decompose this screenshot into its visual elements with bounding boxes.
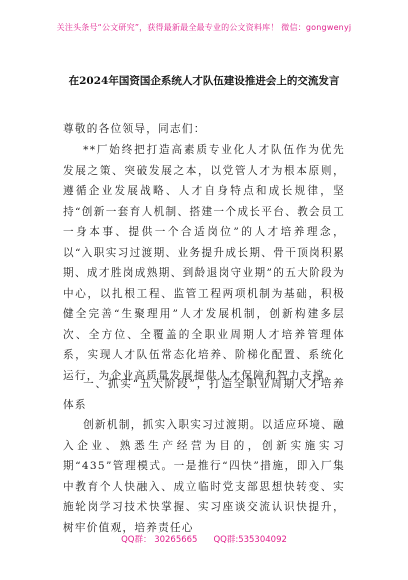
greeting-paragraph: 尊敬的各位领导，同志们： (63, 123, 206, 135)
header-banner[interactable]: 关注头条号“公文研究”，获得最新最全最专业的公文资料库！ 微信：gongwenyj (56, 23, 352, 32)
footer-qq-group-2[interactable]: QQ群:535304092 (213, 535, 287, 545)
section-heading: 一、抓实“五大阶段”，打造全职业周期人才培养体系 (63, 378, 345, 411)
footer-banner (0, 533, 408, 545)
mechanism-paragraph: 创新机制，抓实入职实习过渡期。以适应环境、融入企业、熟悉生产经营为目的，创新实施实习期“435”管理模式。一是推行“四快”措施，即入厂集中教育个人快融入、成立临时党支部思想快转变、实施轮岗学习技术快掌握、实习座谈交流认识快提升，树牢价值观，培养责任心 (63, 419, 345, 534)
document-title: 在2024年国资国企系统人才队伍建设推进会上的交流发言 (68, 75, 340, 87)
main-paragraph: **厂始终把打造高素质专业化人才队伍作为优先发展之策、突破发展之本，以党管人才为根本原则，遵循企业发展战略、人才自身特点和成长规律，坚持“创新一套育人机制、搭建一个成长平台、教会员工一身本事、提供一个合适岗位”的人才培养理念，以“入职实习过渡期、业务提升成长期、骨干顶岗积累期、成才胜岗成熟期、到龄退岗守业期”的五大阶段为中心，以扎根工程、监管工程两项机制为基础，积极健全完善“生聚理用”人才发展机制，创新构建多层次、全方位、全覆盖的全职业周期人才培养管理体系，实现人才队伍常态化培养、阶梯化配置、系统化运行，为企业高质量发展提供人才保障和智力支撑。 (63, 144, 345, 382)
footer-qq-group-1[interactable]: QQ群： 30265665 (121, 535, 198, 545)
